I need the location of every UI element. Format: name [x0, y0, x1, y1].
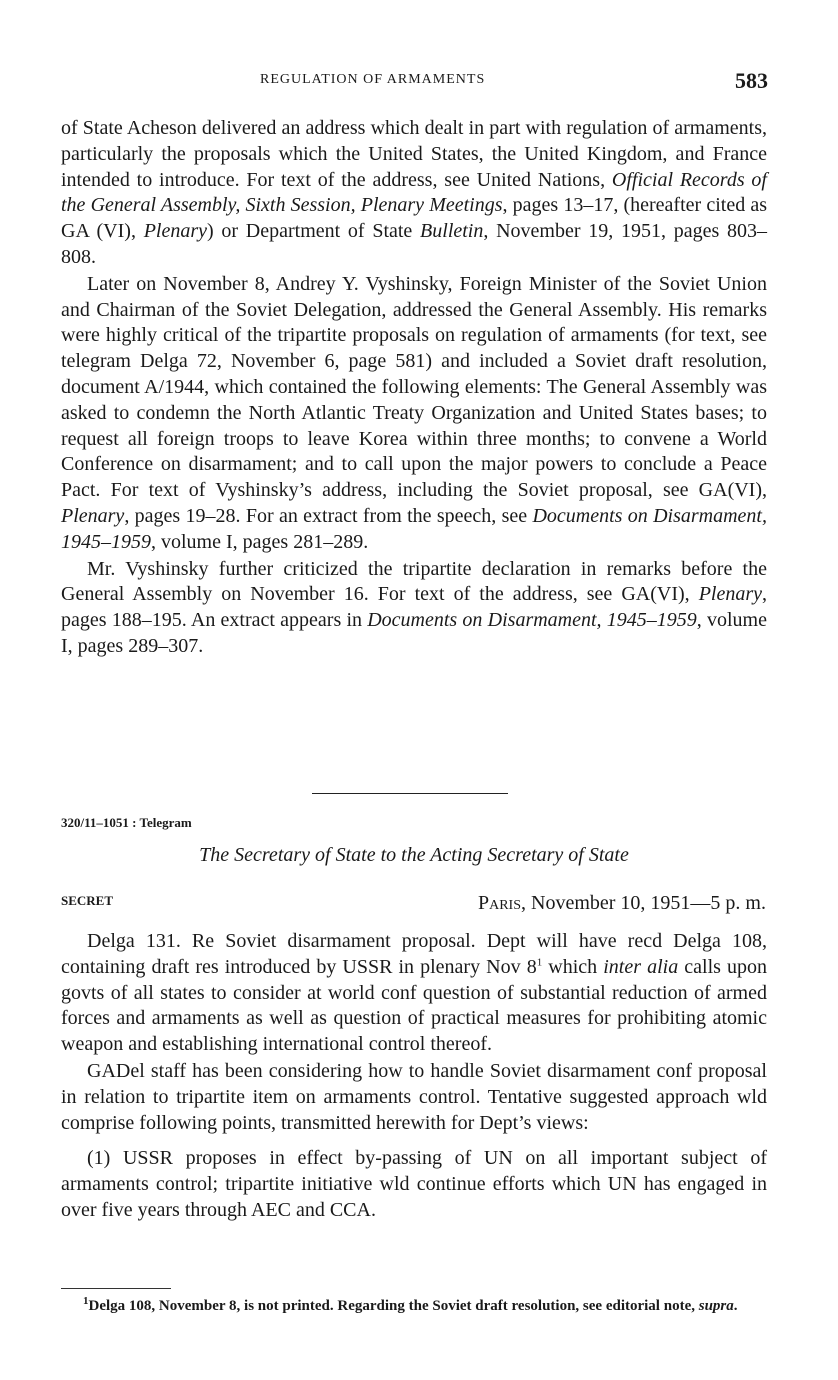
footnote-reference: 1	[536, 956, 543, 969]
intro-text	[61, 116, 767, 660]
document-title: The Secretary of State to the Acting Secretary of State	[199, 844, 629, 866]
telegram-paragraph-1: Delga 131. Re Soviet disarmament proposal. Dept will have recd Delga 108, containing draft res introduced by USSR in plenary Nov $8^1$ which inter alia calls upon govts of all states to consider at world conf question of substantial reduction of armed forces and armaments as well as question of practical measures for prohibiting atomic weapon and establishing international control thereof.	[61, 930, 768, 1056]
dateline-place: Paris	[477, 892, 522, 914]
document-id: 320/11–1051 : Telegram	[61, 815, 192, 830]
telegram-body	[61, 929, 767, 1224]
intro-paragraph-2: Later on November 8, Andrey Y. Vyshinsky, Foreign Minister of the Soviet Union and Chairman of the Soviet Delegation, addressed the General Assembly. His remarks were highly critical of the tripartite proposals on regulation of armaments (for text, see telegram Delga 72, November 6, page 581) and included a Soviet draft resolution, document A/1944, which contained the following elements: The General Assembly was asked to condemn the North Atlantic Treaty Organization and United States bases; to request all foreign troops to leave Korea within three months; to convene a World Conference on disarmament; and to call upon the major powers to conclude a Peace Pact. For text of Vyshinsky’s address, including the Soviet proposal, see GA(VI), Plenary, pages 19–28. For an extract from the speech, see Documents on Disarmament, 1945–1959, volume I, pages 281–289.	[61, 272, 767, 553]
dateline-date: , November 10, 1951—5 p. m.	[521, 892, 766, 914]
running-title: REGULATION OF ARMAMENTS	[260, 72, 486, 87]
footnote-marker: 1	[83, 1295, 89, 1307]
intro-paragraph-3: Mr. Vyshinsky further criticized the tripartite declaration in remarks before the General Assembly on November 16. For text of the address, see GA(VI), Plenary, pages 188–195. An extract appears in Documents on Disarmament, 1945–1959, volume I, pages 289–307.	[61, 557, 767, 657]
classification-label: SECRET	[61, 893, 114, 908]
footnote: $^1$Delga 108, November 8, is not printed. Regarding the Soviet draft resolution, see editorial note, supra.	[83, 1295, 738, 1314]
dateline	[478, 892, 766, 915]
page-number: 583	[735, 68, 768, 93]
intro-paragraph-1: of State Acheson delivered an address which dealt in part with regulation of armaments, particularly the proposals which the United States, the United Kingdom, and France intended to introduce. For text of the address, see United Nations, Official Records of the General Assembly, Sixth Session, Plenary Meetings, pages 13–17, (hereafter cited as GA (VI), Plenary) or Department of State Bulletin, November 19, 1951, pages 803–808.	[61, 117, 767, 268]
section-divider	[312, 793, 508, 794]
telegram-paragraph-2: GADel staff has been considering how to handle Soviet disarmament conf proposal in relation to tripartite item on armaments control. Tentative suggested approach wld comprise following points, transmitted herewith for Dept’s views:	[61, 1059, 767, 1134]
telegram-paragraph-3: (1) USSR proposes in effect by-passing of UN on all important subject of armaments control; tripartite initiative wld continue efforts which UN has engaged in over five years through AEC and CCA.	[61, 1147, 767, 1221]
footnote-divider	[61, 1288, 171, 1289]
